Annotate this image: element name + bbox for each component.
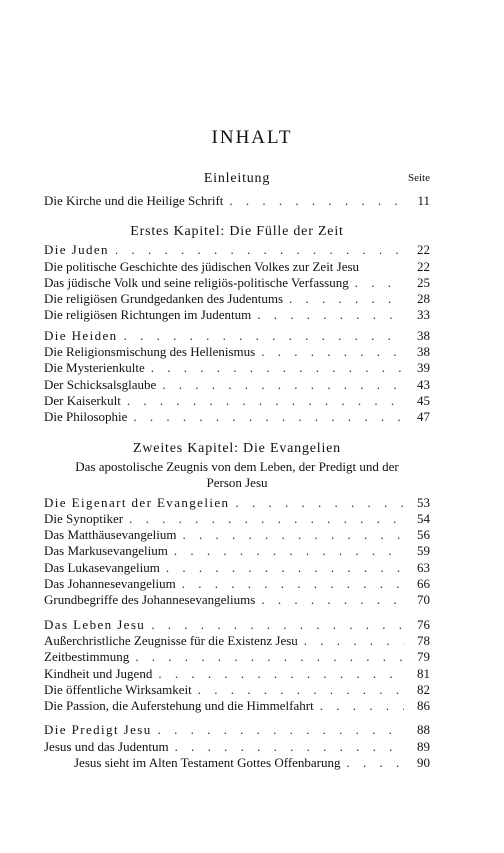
toc-page-number: 11 bbox=[417, 193, 430, 208]
toc-entry-label: Die religiösen Grundgedanken des Judentums bbox=[44, 291, 284, 307]
toc-entry-label: Der Kaiserkult bbox=[44, 392, 121, 408]
toc-entry bbox=[44, 698, 430, 714]
seite-column-label: Seite bbox=[408, 172, 430, 184]
toc-page-number: 56 bbox=[417, 527, 430, 543]
toc-entry bbox=[44, 344, 430, 360]
toc-leader-dots bbox=[129, 649, 404, 665]
toc-page-number: 25 bbox=[417, 274, 430, 290]
toc-page-number: 33 bbox=[417, 307, 430, 323]
chapter-subheading-line-1: Das apostolische Zeugnis von dem Leben, der Predigt und der bbox=[75, 458, 399, 474]
toc-leader-dots bbox=[177, 527, 405, 543]
chapter-heading-1: Erstes Kapitel: Die Fülle der Zeit bbox=[130, 224, 344, 240]
toc-entry-label: Die religiösen Richtungen im Judentum bbox=[44, 307, 252, 323]
toc-page-number: 66 bbox=[417, 576, 430, 592]
toc-leader-dots bbox=[145, 617, 404, 633]
toc-leader-dots bbox=[152, 722, 404, 738]
toc-leader-dots bbox=[283, 291, 404, 307]
toc-entry bbox=[44, 617, 430, 633]
toc-entry bbox=[44, 495, 430, 511]
toc-page-number: 38 bbox=[417, 344, 430, 360]
toc-entry-label: Die Predigt Jesu bbox=[44, 722, 152, 738]
toc-entry-label: Der Schicksalsglaube bbox=[44, 376, 157, 392]
toc-entry-label: Die öffentliche Wirksamkeit bbox=[44, 681, 192, 697]
toc-page-number: 38 bbox=[417, 327, 430, 343]
toc-page-number: 45 bbox=[417, 392, 430, 408]
toc-entry bbox=[44, 511, 430, 527]
toc-leader-dots bbox=[349, 275, 404, 291]
toc-entry bbox=[44, 377, 430, 393]
toc-entry bbox=[44, 259, 430, 275]
toc-leader-dots bbox=[168, 543, 404, 559]
toc-page-number: 76 bbox=[417, 616, 430, 632]
toc-leader-dots bbox=[229, 495, 404, 511]
chapter-subheading bbox=[44, 459, 430, 491]
toc-entry-label: Jesus sieht im Alten Testament Gottes Offenbarung bbox=[74, 755, 341, 771]
toc-group-eigenart bbox=[44, 495, 430, 609]
toc-entry bbox=[44, 633, 430, 649]
toc-entry bbox=[44, 393, 430, 409]
toc-leader-dots bbox=[123, 511, 404, 527]
toc-page-number: 78 bbox=[417, 632, 430, 648]
toc-entry-label: Grundbegriffe des Johannesevangeliums bbox=[44, 592, 256, 608]
toc-leader-dots bbox=[255, 344, 404, 360]
toc-page-number: 90 bbox=[417, 755, 430, 771]
toc-leader-dots bbox=[109, 242, 404, 258]
toc-page-number: 39 bbox=[417, 360, 430, 376]
toc-entry-label: Die Kirche und die Heilige Schrift bbox=[44, 193, 224, 208]
toc-page-number: 43 bbox=[417, 376, 430, 392]
toc-page-number: 53 bbox=[417, 494, 430, 510]
toc-entry-label: Die Juden bbox=[44, 242, 109, 258]
toc-group-juden bbox=[44, 242, 430, 323]
toc-entry-label: Die Philosophie bbox=[44, 409, 128, 425]
toc-entry-label: Die Synoptiker bbox=[44, 510, 124, 526]
toc-group-einleitung bbox=[44, 193, 430, 209]
toc-entry bbox=[44, 291, 430, 307]
toc-entry bbox=[44, 527, 430, 543]
toc-entry bbox=[44, 755, 430, 771]
toc-page-number: 82 bbox=[417, 681, 430, 697]
toc-entry bbox=[44, 649, 430, 665]
toc-entry-label: Die Heiden bbox=[44, 327, 118, 343]
toc-page-number: 54 bbox=[417, 510, 430, 526]
toc-page-number: 89 bbox=[417, 738, 430, 754]
toc-entry-label: Das Matthäusevangelium bbox=[44, 527, 177, 543]
page-title: INHALT bbox=[211, 127, 293, 148]
toc-entry bbox=[44, 193, 430, 209]
section-heading-einleitung bbox=[44, 168, 430, 189]
toc-entry-label: Jesus und das Judentum bbox=[44, 738, 169, 754]
toc-entry-label: Das Johannesevangelium bbox=[44, 576, 176, 592]
toc-group-heiden bbox=[44, 328, 430, 426]
toc-page-number: 79 bbox=[417, 649, 430, 665]
toc-leader-dots bbox=[223, 193, 404, 209]
toc-entry bbox=[44, 682, 430, 698]
toc-leader-dots bbox=[314, 698, 404, 714]
toc-leader-dots bbox=[156, 377, 404, 393]
toc-page-number: 81 bbox=[417, 665, 430, 681]
toc-leader-dots bbox=[121, 393, 404, 409]
toc-page-number: 70 bbox=[417, 592, 430, 608]
toc-group-predigt-jesu bbox=[44, 722, 430, 771]
toc-page-number: 28 bbox=[417, 291, 430, 307]
toc-entry bbox=[44, 560, 430, 576]
toc-leader-dots bbox=[118, 328, 404, 344]
toc-entry bbox=[44, 543, 430, 559]
toc-entry bbox=[44, 409, 430, 425]
table-of-contents bbox=[44, 168, 430, 771]
toc-leader-dots bbox=[176, 576, 404, 592]
toc-leader-dots bbox=[298, 633, 404, 649]
toc-entry-label: Die Religionsmischung des Hellenismus bbox=[44, 344, 256, 360]
toc-leader-dots bbox=[255, 592, 404, 608]
toc-entry bbox=[44, 739, 430, 755]
toc-entry bbox=[44, 576, 430, 592]
toc-entry-label: Das Lukasevangelium bbox=[44, 559, 160, 575]
toc-entry-label: Das Markusevangelium bbox=[44, 543, 168, 559]
toc-page-number: 59 bbox=[417, 543, 430, 559]
toc-entry-label: Die Passion, die Auferstehung und die Himmelfahrt bbox=[44, 698, 314, 714]
toc-entry bbox=[44, 242, 430, 258]
toc-entry-label: Die politische Geschichte des jüdischen Volkes zur Zeit Jesu bbox=[44, 258, 360, 274]
toc-leader-dots bbox=[341, 755, 404, 771]
toc-leader-dots bbox=[152, 666, 404, 682]
toc-leader-dots bbox=[169, 739, 404, 755]
toc-leader-dots bbox=[127, 409, 404, 425]
toc-leader-dots bbox=[251, 307, 404, 323]
toc-page-number: 22 bbox=[417, 258, 430, 274]
toc-entry-label: Außerchristliche Zeugnisse für die Existenz Jesu bbox=[44, 632, 298, 648]
toc-entry bbox=[44, 360, 430, 376]
toc-leader-dots bbox=[145, 360, 404, 376]
chapter-heading-2: Zweites Kapitel: Die Evangelien bbox=[133, 440, 341, 456]
toc-entry bbox=[44, 666, 430, 682]
toc-entry-label: Das Leben Jesu bbox=[44, 616, 146, 632]
toc-entry bbox=[44, 592, 430, 608]
toc-page-number: 63 bbox=[417, 559, 430, 575]
toc-page-number: 88 bbox=[417, 722, 430, 738]
toc-page-number: 22 bbox=[417, 242, 430, 258]
toc-entry bbox=[44, 307, 430, 323]
toc-group-leben-jesu bbox=[44, 617, 430, 715]
toc-entry-label: Die Mysterienkulte bbox=[44, 360, 145, 376]
toc-leader-dots bbox=[160, 560, 404, 576]
toc-page-number: 86 bbox=[417, 698, 430, 714]
toc-entry-label: Die Eigenart der Evangelien bbox=[44, 494, 230, 510]
toc-entry bbox=[44, 275, 430, 291]
toc-entry-label: Das jüdische Volk und seine religiös-politische Verfassung bbox=[44, 274, 349, 290]
toc-entry bbox=[44, 722, 430, 738]
toc-entry bbox=[44, 328, 430, 344]
toc-page-number: 47 bbox=[417, 409, 430, 425]
toc-entry-label: Kindheit und Jugend bbox=[44, 665, 153, 681]
chapter-subheading-line-2: Person Jesu bbox=[206, 474, 268, 490]
toc-leader-dots bbox=[192, 682, 404, 698]
section-heading-label: Einleitung bbox=[203, 171, 271, 186]
toc-entry-label: Zeitbestimmung bbox=[44, 649, 130, 665]
